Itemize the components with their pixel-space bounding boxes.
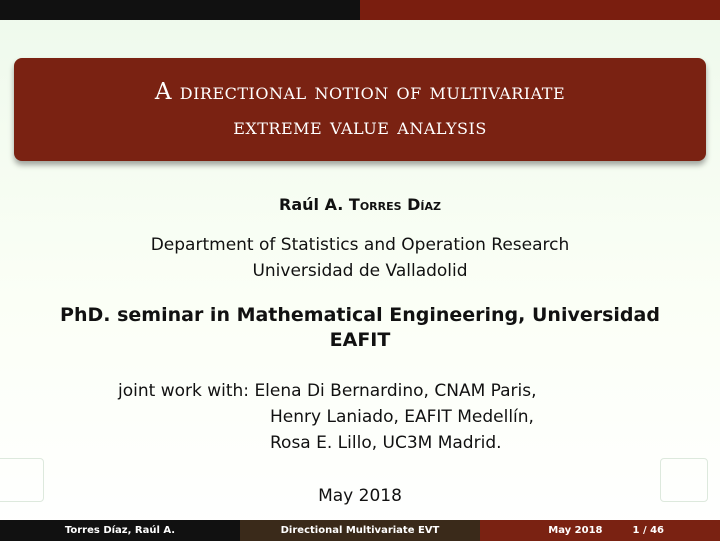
footer-short-title — [240, 520, 480, 541]
footer-author — [0, 520, 240, 541]
author-first-name: Raúl A. — [279, 195, 344, 214]
collaborator-3: Rosa E. Lillo, UC3M Madrid. — [270, 433, 502, 453]
footer-bar — [0, 520, 720, 541]
footer-page-number: 1 / 46 — [632, 525, 664, 536]
footer-date: May 2018 — [548, 525, 603, 536]
joint-work-label: joint work with: — [118, 381, 250, 401]
author-name — [0, 195, 720, 214]
title-block — [14, 58, 706, 161]
top-header-bar-right — [360, 0, 720, 20]
author-last-name: Torres Díaz — [348, 195, 441, 214]
university: Universidad de Valladolid — [252, 261, 468, 281]
department: Department of Statistics and Operation Research — [150, 235, 570, 255]
footer-short-title-text: Directional Multivariate EVT — [280, 525, 440, 536]
footer-date-page — [480, 520, 720, 541]
seminar-title: PhD. seminar in Mathematical Engineering, Universidad EAFIT — [60, 304, 660, 351]
presentation-date: May 2018 — [318, 486, 402, 506]
title-line-1: A directional notion of multivariate — [154, 79, 566, 105]
footer-author-text: Torres Díaz, Raúl A. — [64, 525, 176, 536]
title-line-2: extreme value analysis — [233, 114, 487, 140]
top-header-bar-left — [0, 0, 360, 20]
collaborator-2: Henry Laniado, EAFIT Medellín, — [270, 407, 534, 427]
top-header-bar — [0, 0, 720, 20]
collaborator-1: Elena Di Bernardino, CNAM Paris, — [254, 381, 537, 401]
joint-work — [118, 378, 537, 456]
